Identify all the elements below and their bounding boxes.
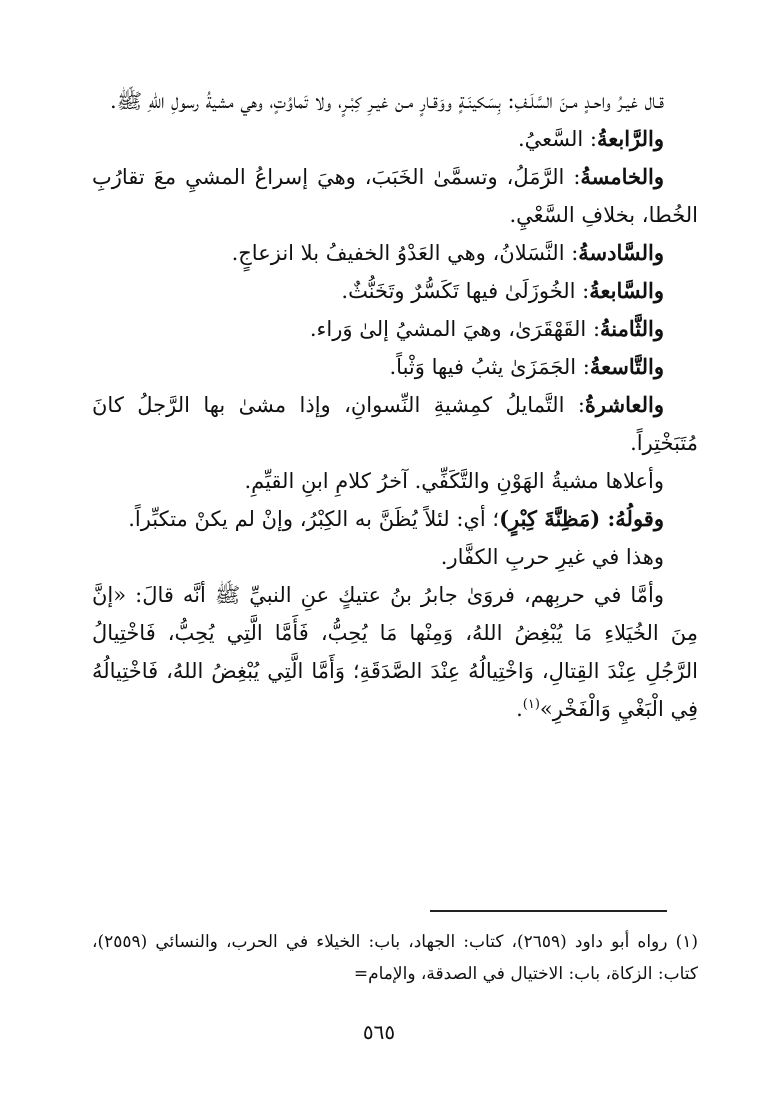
page-number: ٥٦٥ bbox=[362, 1020, 396, 1044]
paragraph-text: ؛ أي: لئلاً يُظَنَّ به الكِبْرُ، وإنْ لم يكنْ متكبِّراً. bbox=[128, 507, 500, 531]
paragraph-seventh bbox=[92, 272, 698, 310]
paragraph-salaf-quote bbox=[92, 82, 698, 120]
paragraph-sixth bbox=[92, 234, 698, 272]
paragraph-label: والعاشرةُ bbox=[584, 392, 664, 417]
paragraph-label: والسَّابعةُ bbox=[589, 278, 664, 303]
paragraph-text: : الرَّمَلُ، وتسمَّىٰ الخَبَبَ، وهيَ إسراعُ المشيِ معَ تقارُبِ الخُطا، بخلافِ السَّعْيِ. bbox=[92, 165, 698, 227]
body-text bbox=[92, 82, 698, 728]
paragraph-text: : التَّمايلُ كمِشيةِ النِّسوانِ، وإذا مشىٰ بها الرَّجلُ كانَ مُتَبَخْتِراً. bbox=[92, 393, 698, 455]
paragraph-text: وهذا في غيرِ حربِ الكفَّار. bbox=[440, 545, 664, 569]
paragraph-eighth bbox=[92, 310, 698, 348]
paragraph-text: قـال غيـرُ واحـدٍ مـنَ السَّلَـفِ: بِسَكينَـةٍ ووَقـارٍ مـن غيـرِ كِبْـرٍ، ولا تَماوُتٍ، وهي مشيةُ رسولِ اللهِ ﷺ. bbox=[110, 89, 664, 113]
paragraph-label: وقولُهُ: (مَظِنَّةَ كِبْرٍ) bbox=[499, 506, 664, 531]
paragraph-label: والثَّامنةُ bbox=[600, 316, 664, 341]
paragraph-text: : القَهْقَرَىٰ، وهيَ المشيُ إلىٰ وَراء. bbox=[309, 317, 601, 341]
footnote-1: (١) رواه أبو داود (٢٦٥٩)، كتاب: الجهاد، باب: الخيلاء في الحرب، والنسائي (٢٥٥٩)، كتاب: الزكاة، باب: الاختيال في الصدقة، والإمام= bbox=[92, 932, 698, 984]
footnote-reference[interactable]: (١) bbox=[522, 697, 540, 712]
paragraph-label: والخامسةُ bbox=[580, 164, 664, 189]
paragraph-tail: . bbox=[516, 697, 523, 721]
footnote-divider bbox=[430, 910, 667, 912]
paragraph-commentary bbox=[92, 500, 698, 538]
paragraph-text: وأعلاها مشيةُ الهَوْنِ والتَّكَفِّي. آخرُ كلامِ ابنِ القيِّمِ. bbox=[244, 469, 664, 493]
paragraph-text: : الخُوزَلَىٰ فيها تَكَسُّرٌ وتَخَنُّثٌ. bbox=[341, 279, 590, 303]
paragraph-text: : السَّعيُ. bbox=[517, 127, 597, 151]
paragraph-text: : النَّسَلانُ، وهي العَدْوُ الخفيفُ بلا انزعاجٍ. bbox=[231, 241, 579, 265]
paragraph-text: : الجَمَزَىٰ يثبُ فيها وَثْباً. bbox=[389, 355, 590, 379]
paragraph-text: وأمَّا في حربِهم، فروَىٰ جابرُ بنُ عتيكٍ عنِ النبيِّ ﷺ أنَّه قالَ: «إنَّ مِنَ الخُيَلاءِ مَا يُبْغِضُ اللهُ، وَمِنْها مَا يُحِبُّ، فَأَمَّا الَّتِي يُحِبُّ، فَاخْتِيالُ الرَّجُلِ عِنْدَ القِتالِ، وَاخْتِيالُهُ عِنْدَ الصَّدَقَةِ؛ وَأَمَّا الَّتِي يُبْغِضُ اللهُ، فَاخْتِيالُهُ فِي الْبَغْيِ وَالْفَخْرِ» bbox=[92, 583, 698, 721]
paragraph-war-note bbox=[92, 538, 698, 576]
paragraph-label: والرَّابعةُ bbox=[596, 126, 664, 151]
paragraph-ninth bbox=[92, 348, 698, 386]
paragraph-hadith bbox=[92, 576, 698, 728]
paragraph-fifth bbox=[92, 158, 698, 234]
paragraph-label: والتَّاسعةُ bbox=[589, 354, 664, 379]
footnotes bbox=[92, 926, 698, 990]
paragraph-tenth bbox=[92, 386, 698, 462]
paragraph-highest bbox=[92, 462, 698, 500]
paragraph-fourth bbox=[92, 120, 698, 158]
paragraph-label: والسَّادسةُ bbox=[578, 240, 664, 265]
